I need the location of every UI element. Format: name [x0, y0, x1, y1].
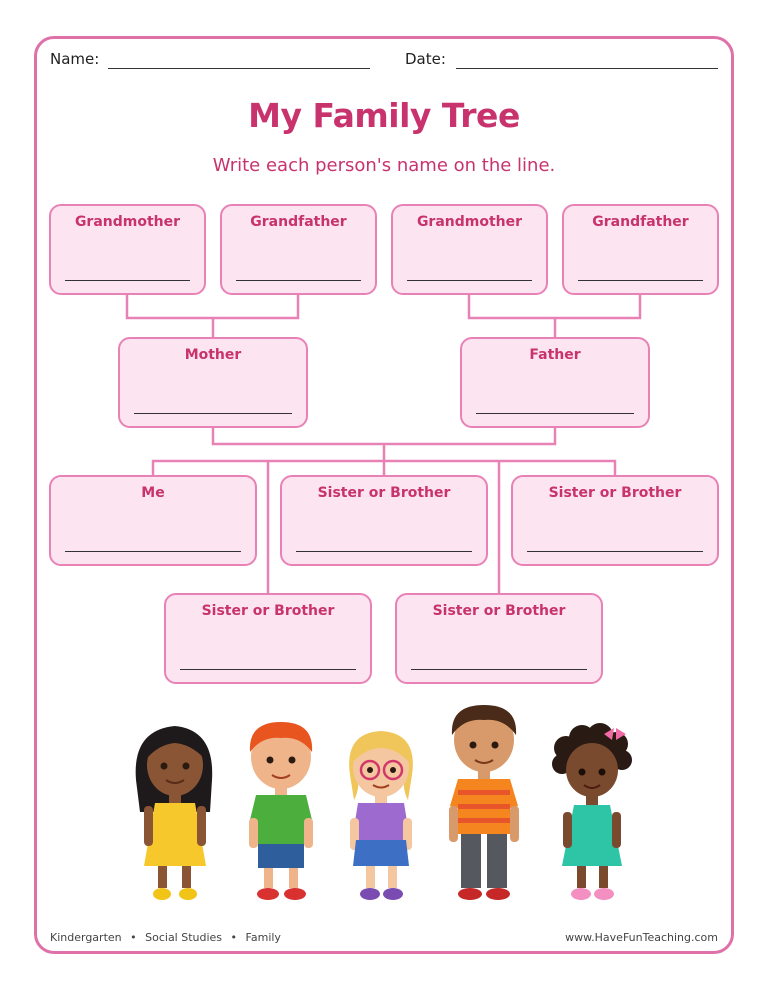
box-grandfather-1[interactable] [220, 204, 377, 295]
box-label: Grandmother [74, 214, 181, 230]
box-grandfather-2[interactable] [562, 204, 719, 295]
box-father[interactable] [460, 337, 650, 428]
date-label: Date: [405, 50, 446, 68]
box-label: Mother [184, 347, 242, 363]
child-boy-green-shirt [249, 722, 313, 900]
write-line[interactable] [65, 280, 190, 281]
box-sibling-2[interactable] [511, 475, 719, 566]
write-line[interactable] [476, 413, 634, 414]
name-line[interactable] [108, 68, 370, 69]
child-girl-glasses [349, 731, 413, 900]
box-label: Me [141, 485, 165, 501]
footer-website[interactable]: www.HaveFunTeaching.com [565, 931, 718, 944]
box-label: Grandfather [592, 214, 689, 230]
write-line[interactable] [180, 669, 356, 670]
box-label: Sister or Brother [432, 603, 566, 619]
child-boy-striped-shirt [449, 705, 519, 900]
footer-separator: • [130, 931, 137, 944]
footer-tags [50, 931, 281, 944]
write-line[interactable] [134, 413, 292, 414]
box-sibling-4[interactable] [395, 593, 603, 684]
footer-subject: Social Studies [145, 931, 223, 944]
box-me[interactable] [49, 475, 257, 566]
box-mother[interactable] [118, 337, 308, 428]
write-line[interactable] [296, 551, 472, 552]
box-label: Sister or Brother [548, 485, 682, 501]
write-line[interactable] [578, 280, 703, 281]
page-subtitle: Write each person's name on the line. [212, 155, 556, 176]
child-girl-teal-dress [552, 723, 632, 900]
box-label: Sister or Brother [317, 485, 451, 501]
box-label: Sister or Brother [201, 603, 335, 619]
box-grandmother-2[interactable] [391, 204, 548, 295]
write-line[interactable] [527, 551, 703, 552]
box-sibling-3[interactable] [164, 593, 372, 684]
footer-topic: Family [245, 931, 281, 944]
name-label: Name: [50, 50, 100, 68]
box-label: Father [529, 347, 581, 363]
box-label: Grandfather [250, 214, 347, 230]
children-illustration [0, 700, 768, 910]
write-line[interactable] [411, 669, 587, 670]
page-title: My Family Tree [248, 96, 520, 135]
write-line[interactable] [236, 280, 361, 281]
date-line[interactable] [456, 68, 718, 69]
child-girl-yellow-dress [136, 726, 213, 900]
box-label: Grandmother [416, 214, 523, 230]
box-sibling-1[interactable] [280, 475, 488, 566]
box-grandmother-1[interactable] [49, 204, 206, 295]
footer-separator: • [230, 931, 238, 944]
footer-grade: Kindergarten [50, 931, 122, 944]
write-line[interactable] [407, 280, 532, 281]
write-line[interactable] [65, 551, 241, 552]
